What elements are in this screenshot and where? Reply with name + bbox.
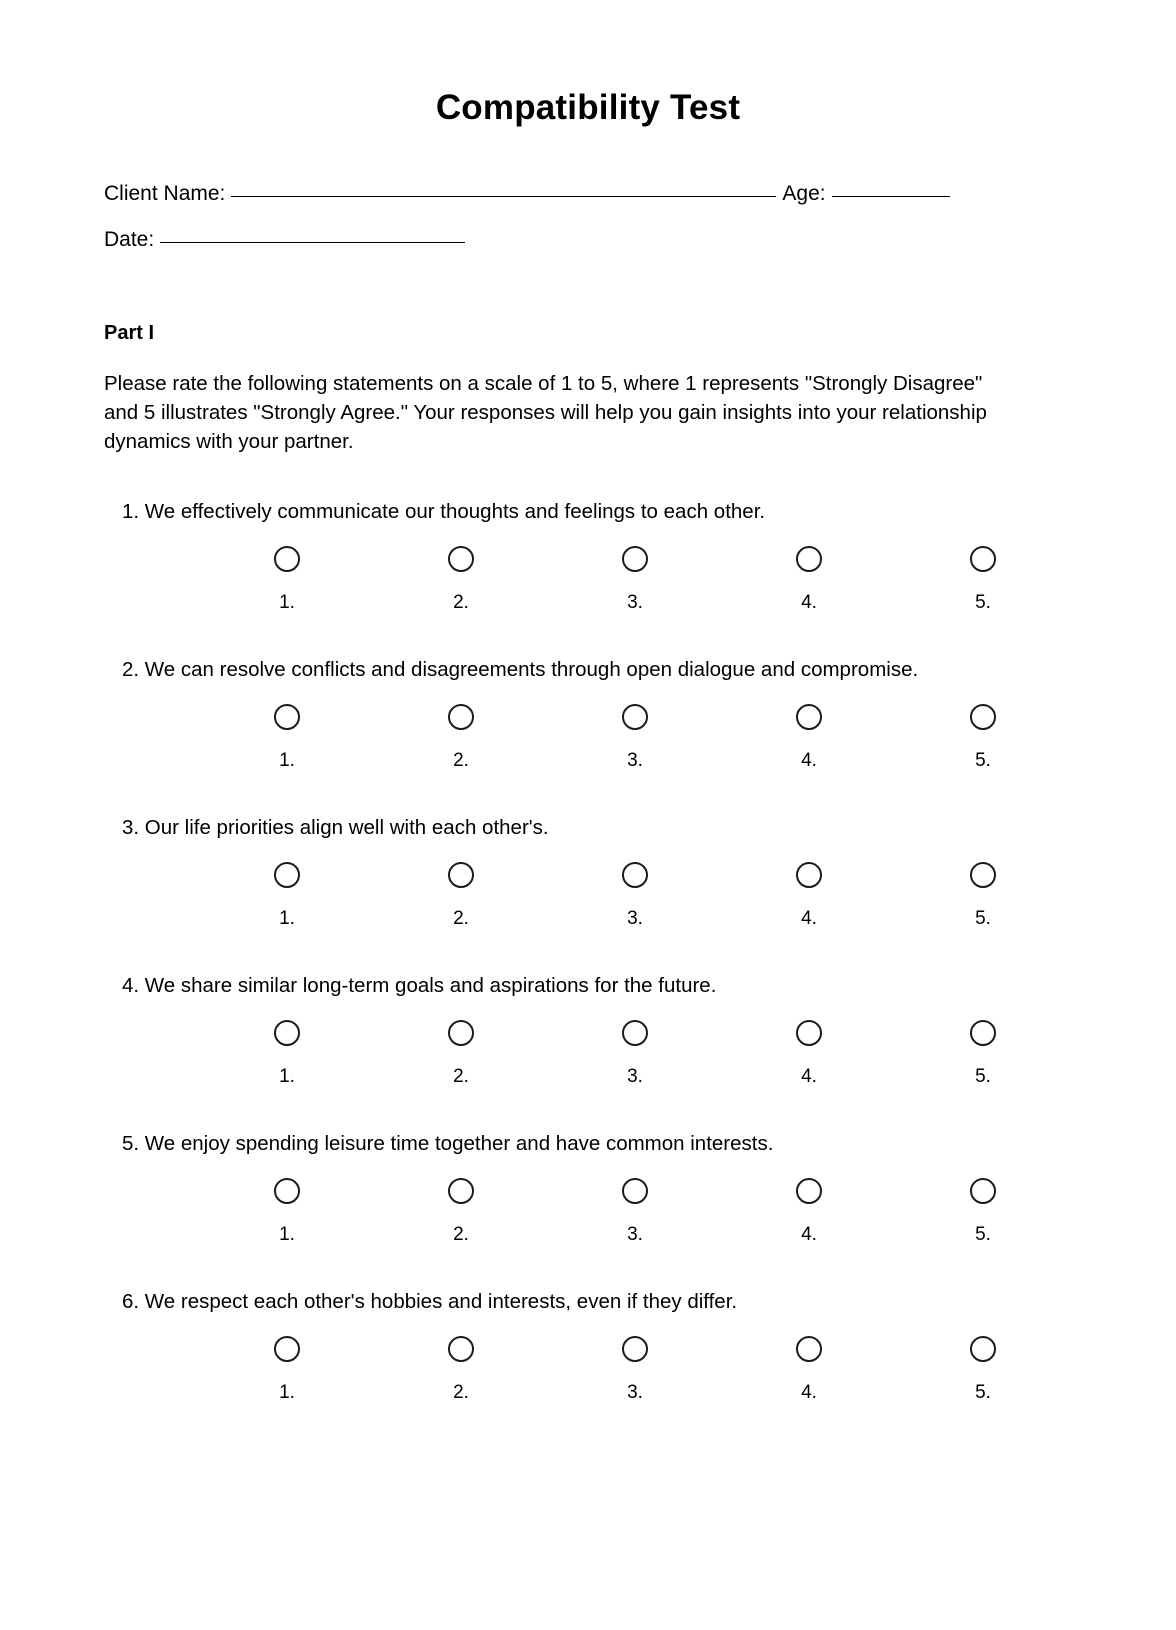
question-text: 5. We enjoy spending leisure time together and have common interests. [122,1132,774,1156]
radio-button[interactable] [622,862,648,888]
scale-option[interactable] [374,1178,548,1246]
question-block [104,1118,1072,1246]
scale-option[interactable] [548,546,722,614]
scale-option[interactable] [722,862,896,930]
scale-option[interactable] [896,546,1070,614]
question-text: 3. Our life priorities align well with each other's. [122,816,549,840]
radio-button[interactable] [970,546,996,572]
instructions-text: Please rate the following statements on a scale of 1 to 5, where 1 represents "Strongly Disagree" and 5 illustrates "Strongly Agree." Your responses will help you gain insights into your relationship dynamics with your partner. [104,372,987,454]
scale-option[interactable] [722,704,896,772]
scale-option-label: 3. [627,1224,643,1246]
rating-scale [104,704,1072,772]
scale-option[interactable] [896,704,1070,772]
age-input[interactable] [832,196,950,197]
radio-button[interactable] [448,1178,474,1204]
radio-button[interactable] [796,704,822,730]
radio-button[interactable] [796,1020,822,1046]
scale-option[interactable] [896,1020,1070,1088]
scale-option[interactable] [200,1336,374,1404]
scale-option-label: 5. [975,592,991,614]
rating-scale [104,1336,1072,1404]
scale-option[interactable] [200,704,374,772]
radio-button[interactable] [622,546,648,572]
rating-scale [104,1178,1072,1246]
radio-button[interactable] [448,546,474,572]
radio-button[interactable] [622,1178,648,1204]
radio-button[interactable] [622,1336,648,1362]
scale-option[interactable] [896,1336,1070,1404]
question-block [104,486,1072,614]
scale-option-label: 5. [975,908,991,930]
scale-option[interactable] [200,1020,374,1088]
scale-option[interactable] [548,862,722,930]
scale-option[interactable] [896,862,1070,930]
radio-button[interactable] [622,1020,648,1046]
scale-option-label: 3. [627,592,643,614]
question-block [104,1276,1072,1404]
scale-option[interactable] [722,1336,896,1404]
date-label: Date: [104,228,155,251]
radio-button[interactable] [970,1020,996,1046]
scale-option-label: 5. [975,1224,991,1246]
radio-button[interactable] [274,1178,300,1204]
rating-scale [104,1020,1072,1088]
scale-option-label: 4. [801,1382,817,1404]
scale-option[interactable] [548,1178,722,1246]
scale-option-label: 4. [801,1224,817,1246]
scale-option-label: 4. [801,750,817,772]
client-name-input[interactable] [231,196,776,197]
radio-button[interactable] [448,704,474,730]
page-title: Compatibility Test [435,88,741,127]
scale-option-label: 2. [453,1224,469,1246]
client-name-label: Client Name: [104,182,226,205]
radio-button[interactable] [796,1336,822,1362]
scale-option[interactable] [200,546,374,614]
scale-option[interactable] [722,1178,896,1246]
radio-button[interactable] [970,862,996,888]
scale-option-label: 1. [279,1382,295,1404]
date-input[interactable] [160,242,465,243]
scale-option[interactable] [200,862,374,930]
scale-option-label: 2. [453,908,469,930]
scale-option-label: 1. [279,592,295,614]
radio-button[interactable] [448,862,474,888]
scale-option-label: 2. [453,750,469,772]
question-text: 2. We can resolve conflicts and disagreements through open dialogue and compromise. [122,658,919,682]
radio-button[interactable] [448,1020,474,1046]
scale-option-label: 2. [453,1066,469,1088]
radio-button[interactable] [274,704,300,730]
date-row [104,228,1072,252]
question-block [104,960,1072,1088]
radio-button[interactable] [796,1178,822,1204]
scale-option-label: 3. [627,750,643,772]
radio-button[interactable] [274,862,300,888]
question-text: 6. We respect each other's hobbies and interests, even if they differ. [122,1290,738,1314]
scale-option-label: 4. [801,592,817,614]
questions-list [104,486,1072,1404]
radio-button[interactable] [970,1178,996,1204]
scale-option-label: 4. [801,908,817,930]
scale-option-label: 2. [453,1382,469,1404]
scale-option[interactable] [374,1336,548,1404]
part-heading: Part I [104,322,155,344]
radio-button[interactable] [970,704,996,730]
age-label: Age: [782,182,826,205]
radio-button[interactable] [796,862,822,888]
scale-option-label: 3. [627,908,643,930]
scale-option-label: 3. [627,1066,643,1088]
scale-option-label: 1. [279,1066,295,1088]
rating-scale [104,546,1072,614]
radio-button[interactable] [970,1336,996,1362]
question-block [104,644,1072,772]
scale-option-label: 5. [975,1066,991,1088]
question-text: 4. We share similar long-term goals and aspirations for the future. [122,974,717,998]
radio-button[interactable] [622,704,648,730]
scale-option[interactable] [374,546,548,614]
radio-button[interactable] [796,546,822,572]
scale-option[interactable] [200,1178,374,1246]
radio-button[interactable] [448,1336,474,1362]
scale-option-label: 1. [279,908,295,930]
radio-button[interactable] [274,546,300,572]
scale-option-label: 5. [975,750,991,772]
scale-option[interactable] [374,862,548,930]
scale-option[interactable] [548,704,722,772]
scale-option-label: 1. [279,750,295,772]
scale-option[interactable] [548,1020,722,1088]
scale-option[interactable] [722,1020,896,1088]
scale-option[interactable] [896,1178,1070,1246]
scale-option[interactable] [374,704,548,772]
client-name-row [104,182,1072,206]
scale-option-label: 3. [627,1382,643,1404]
scale-option-label: 5. [975,1382,991,1404]
rating-scale [104,862,1072,930]
scale-option-label: 1. [279,1224,295,1246]
radio-button[interactable] [274,1336,300,1362]
scale-option[interactable] [722,546,896,614]
scale-option-label: 2. [453,592,469,614]
scale-option[interactable] [374,1020,548,1088]
scale-option[interactable] [548,1336,722,1404]
question-block [104,802,1072,930]
scale-option-label: 4. [801,1066,817,1088]
question-text: 1. We effectively communicate our thoughts and feelings to each other. [122,500,766,524]
radio-button[interactable] [274,1020,300,1046]
